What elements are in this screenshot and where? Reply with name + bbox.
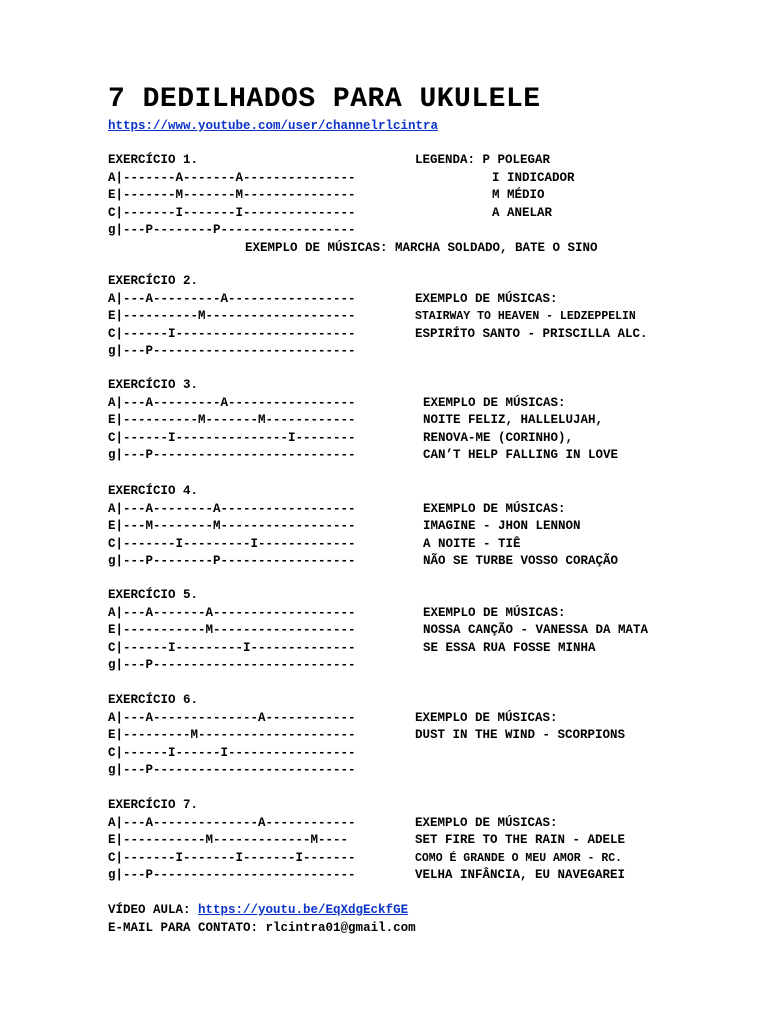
tab-line: E|---------M--------------------- xyxy=(108,728,356,742)
exercise-4-title: EXERCÍCIO 4. xyxy=(108,484,199,498)
tab-line: g|---P--------------------------- xyxy=(108,868,356,882)
video-lesson-line xyxy=(108,902,408,920)
tab-line: g|---P--------P------------------ xyxy=(108,223,356,237)
exercise-5-title: EXERCÍCIO 5. xyxy=(108,588,199,602)
examples-heading: EXEMPLO DE MÚSICAS: xyxy=(415,815,558,830)
example-song: NÃO SE TURBE VOSSO CORAÇÃO xyxy=(423,554,619,568)
tab-line: E|-----------M-------------M---- xyxy=(108,833,349,847)
examples-heading: EXEMPLO DE MÚSICAS: xyxy=(415,710,558,725)
example-song: CAN’T HELP FALLING IN LOVE xyxy=(423,448,619,462)
tab-line: A|---A--------------A------------ xyxy=(108,710,356,725)
tab-line: C|------I---------------I-------- xyxy=(108,430,356,445)
tab-line: E|----------M-------M------------ xyxy=(108,413,356,427)
contact-email-label: E-MAIL PARA CONTATO: xyxy=(108,920,259,935)
tab-line: A|---A---------A----------------- xyxy=(108,291,356,306)
tab-line: C|-------I-------I--------------- xyxy=(108,205,356,220)
tab-line: E|-----------M------------------- xyxy=(108,623,356,637)
example-song: IMAGINE - JHON LENNON xyxy=(423,519,581,533)
exercise-1-title: EXERCÍCIO 1. xyxy=(108,153,199,167)
tab-line: E|----------M-------------------- xyxy=(108,309,356,323)
tab-line: g|---P--------------------------- xyxy=(108,658,356,672)
exercise-3-title: EXERCÍCIO 3. xyxy=(108,378,199,392)
tab-line: g|---P--------------------------- xyxy=(108,448,356,462)
examples-heading: EXEMPLO DE MÚSICAS: xyxy=(415,291,558,306)
exercise-7-title: EXERCÍCIO 7. xyxy=(108,798,199,812)
exercise-2-title: EXERCÍCIO 2. xyxy=(108,274,199,288)
example-song: DUST IN THE WIND - SCORPIONS xyxy=(415,728,626,742)
tab-line: A|-------A-------A--------------- xyxy=(108,170,356,185)
tab-line: g|---P--------------------------- xyxy=(108,344,356,358)
example-song: STAIRWAY TO HEAVEN - LEDZEPPELIN xyxy=(415,310,636,323)
channel-link[interactable]: https://www.youtube.com/user/channelrlcintra xyxy=(108,119,439,133)
page-title: 7 DEDILHADOS PARA UKULELE xyxy=(108,84,541,115)
exercise-6-title: EXERCÍCIO 6. xyxy=(108,693,199,707)
tab-line: E|-------M-------M--------------- xyxy=(108,188,356,202)
example-song: SE ESSA RUA FOSSE MINHA xyxy=(423,640,596,655)
tab-line: C|------I------I----------------- xyxy=(108,745,356,760)
tab-line: C|-------I-------I-------I------- xyxy=(108,850,356,865)
example-song: COMO É GRANDE O MEU AMOR - RC. xyxy=(415,851,623,865)
example-song: RENOVA-ME (CORINHO), xyxy=(423,430,574,445)
example-song: ESPIRÍTO SANTO - PRISCILLA ALC. xyxy=(415,326,648,341)
contact-email[interactable]: rlcintra01@gmail.com xyxy=(265,920,416,935)
tab-line: C|------I------------------------ xyxy=(108,326,356,341)
tab-line: A|---A---------A----------------- xyxy=(108,395,356,410)
tab-line: E|---M--------M------------------ xyxy=(108,519,356,533)
legend-item: M MÉDIO xyxy=(492,188,545,202)
tab-line: C|------I---------I-------------- xyxy=(108,640,356,655)
tab-line: A|---A--------A------------------ xyxy=(108,501,356,516)
tab-line: A|---A-------A------------------- xyxy=(108,605,356,620)
legend-item: A ANELAR xyxy=(492,205,553,220)
examples-heading: EXEMPLO DE MÚSICAS: xyxy=(423,395,566,410)
tab-line: g|---P--------------------------- xyxy=(108,763,356,777)
examples-heading: EXEMPLO DE MÚSICAS: xyxy=(423,501,566,516)
example-song: NOSSA CANÇÃO - VANESSA DA MATA xyxy=(423,623,649,637)
legend-label: LEGENDA: P POLEGAR xyxy=(415,153,551,167)
example-song: A NOITE - TIÊ xyxy=(423,536,521,551)
legend-item: I INDICADOR xyxy=(492,170,575,185)
examples-heading: EXEMPLO DE MÚSICAS: xyxy=(423,605,566,620)
contact-email-line xyxy=(108,920,416,938)
example-song: VELHA INFÂNCIA, EU NAVEGAREI xyxy=(415,868,626,882)
video-lesson-label: VÍDEO AULA: xyxy=(108,903,191,917)
tab-line: C|-------I---------I------------- xyxy=(108,536,356,551)
example-song: NOITE FELIZ, HALLELUJAH, xyxy=(423,413,604,427)
exercise-1-examples: EXEMPLO DE MÚSICAS: MARCHA SOLDADO, BATE O SINO xyxy=(245,240,598,255)
video-lesson-link[interactable]: https://youtu.be/EqXdgEckfGE xyxy=(198,903,409,917)
example-song: SET FIRE TO THE RAIN - ADELE xyxy=(415,833,626,847)
tab-line: A|---A--------------A------------ xyxy=(108,815,356,830)
tab-line: g|---P--------P------------------ xyxy=(108,554,356,568)
